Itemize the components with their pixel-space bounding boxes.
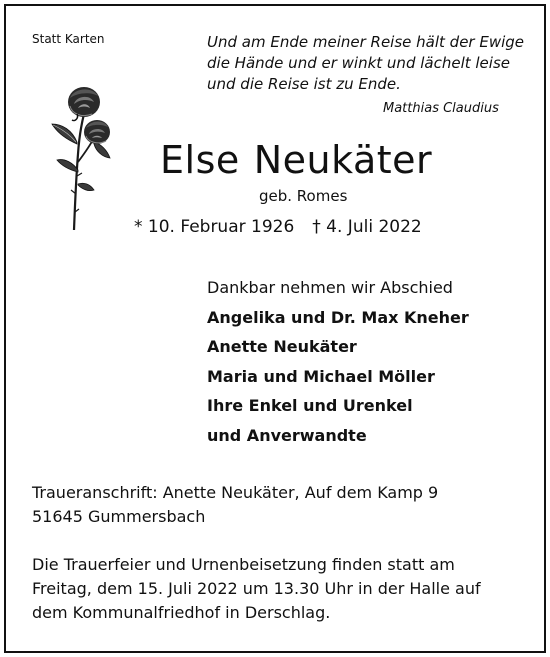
ceremony-line-1: Die Trauerfeier und Urnenbeisetzung finden statt am: [32, 555, 455, 574]
poem-line-2: die Hände und er winkt und lächelt leise: [207, 54, 510, 72]
ceremony-line-3: dem Kommunalfriedhof in Derschlag.: [32, 603, 331, 622]
poem: [207, 32, 524, 95]
rose-icon: [48, 84, 112, 230]
birth-name: geb. Romes: [259, 187, 348, 205]
ceremony-line-2: Freitag, dem 15. Juli 2022 um 13.30 Uhr in der Halle auf: [32, 579, 481, 598]
family-member: Maria und Michael Möller: [207, 366, 435, 386]
poem-line-1: Und am Ende meiner Reise hält der Ewige: [207, 33, 525, 51]
address-line-1: Traueranschrift: Anette Neukäter, Auf dem Kamp 9: [32, 483, 439, 502]
mourning-address: [32, 481, 438, 529]
family-intro: Dankbar nehmen wir Abschied: [207, 278, 453, 297]
address-line-2: 51645 Gummersbach: [32, 507, 206, 526]
death-date: † 4. Juli 2022: [312, 217, 422, 237]
poem-author: Matthias Claudius: [383, 101, 499, 116]
birth-date: * 10. Februar 1926: [134, 217, 295, 237]
family-section: [207, 273, 469, 450]
family-member: Ihre Enkel und Urenkel: [207, 396, 413, 415]
family-member: Anette Neukäter: [207, 337, 357, 356]
poem-line-3: und die Reise ist zu Ende.: [207, 75, 401, 93]
deceased-name: [160, 138, 432, 182]
deceased-first-name: Else: [160, 138, 240, 182]
life-dates: [134, 217, 422, 237]
deceased-surname: Neukäter: [253, 138, 433, 182]
family-member: Angelika und Dr. Max Kneher: [207, 307, 469, 327]
ceremony-info: [32, 553, 481, 625]
statt-karten-label: Statt Karten: [32, 32, 105, 46]
family-member: und Anverwandte: [207, 425, 367, 445]
